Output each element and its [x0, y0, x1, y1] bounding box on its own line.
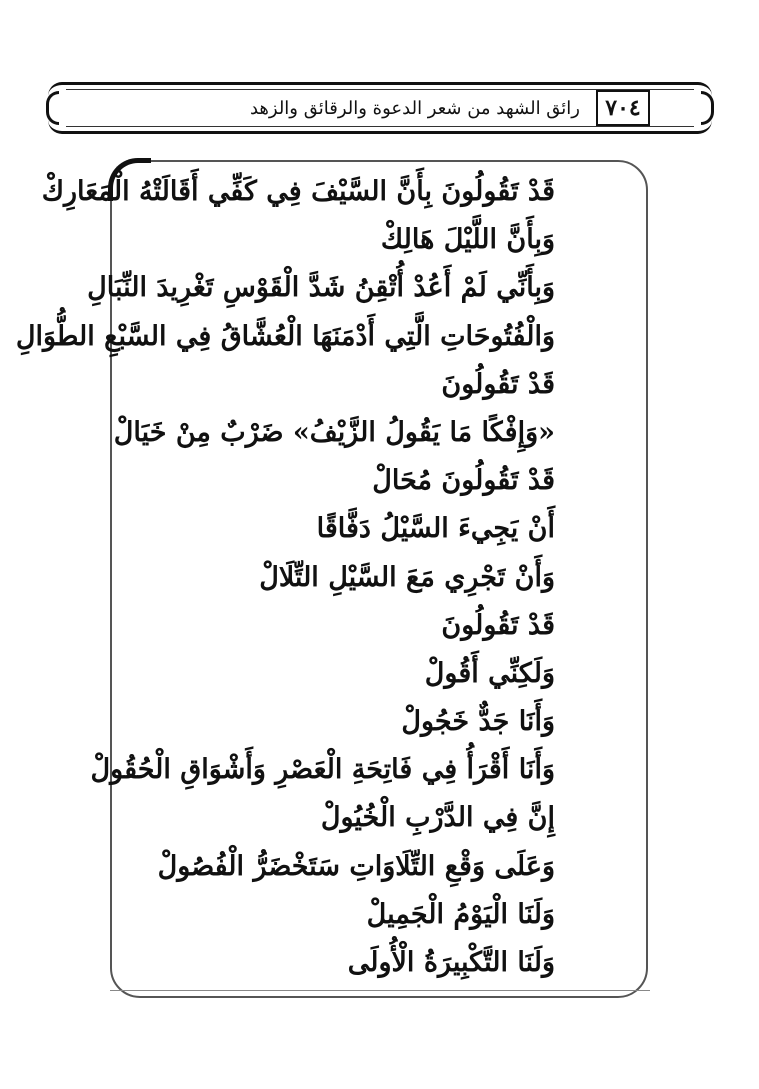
poem-line: قَدْ تَقُولُونَ: [441, 368, 555, 400]
poem-line: وَعَلَى وَقْعِ التِّلَاوَاتِ سَتَخْضَرُّ الْفُصُولْ: [157, 850, 555, 882]
poem-line: وَالْفُتُوحَاتِ الَّتِي أَدْمَنَهَا الْعُشَّاقُ فِي السَّبْعِ الطُّوَالِ: [15, 320, 555, 352]
poem-line: إِنَّ فِي الدَّرْبِ الْخُيُولْ: [320, 802, 555, 834]
poem-line: وَبِأَنَّ اللَّيْلَ هَالِكْ: [380, 224, 555, 256]
poem-line: وَلَكِنِّي أَقُولْ: [424, 657, 555, 689]
poem-line: وَلَنَا الْيَوْمُ الْجَمِيلْ: [366, 898, 555, 930]
poem-line: «وَإِفْكًا مَا يَقُولُ الزَّيْفُ» ضَرْبٌ مِنْ خَيَالْ: [113, 416, 555, 448]
poem-line: وَأَنْ تَجْرِي مَعَ السَّيْلِ التِّلَالْ: [259, 561, 555, 593]
poem-line: قَدْ تَقُولُونَ مُحَالْ: [372, 465, 555, 497]
poem-line: قَدْ تَقُولُونَ بِأَنَّ السَّيْفَ فِي كَفِّي أَقَالَتْهُ الْمَعَارِكْ: [41, 176, 555, 207]
poem-line: وَأَنَا أَقْرَأُ فِي فَاتِحَةِ الْعَصْرِ وَأَشْوَاقِ الْحُقُولْ: [90, 754, 555, 786]
header-bottom-rule: [66, 126, 694, 127]
poem-line: قَدْ تَقُولُونَ: [441, 609, 555, 641]
poem-lines: [15, 168, 555, 987]
poem-line: وَأَنَا جَدٌّ خَجُولْ: [401, 706, 555, 738]
poem-line: أَنْ يَجِيءَ السَّيْلُ دَفَّاقًا: [316, 513, 555, 545]
bottom-rule: [110, 990, 650, 991]
page-number: ٧٠٤: [596, 90, 650, 126]
poem-line: وَلَنَا التَّكْبِيرَةُ الْأُولَى: [347, 947, 555, 978]
poem-line: وَبِأَنِّي لَمْ أَعُدْ أُتْقِنُ شَدَّ الْقَوْسِ تَغْرِيدَ النِّبَالِ: [87, 272, 555, 304]
running-title: رائق الشهد من شعر الدعوة والرقائق والزهد: [249, 98, 580, 119]
